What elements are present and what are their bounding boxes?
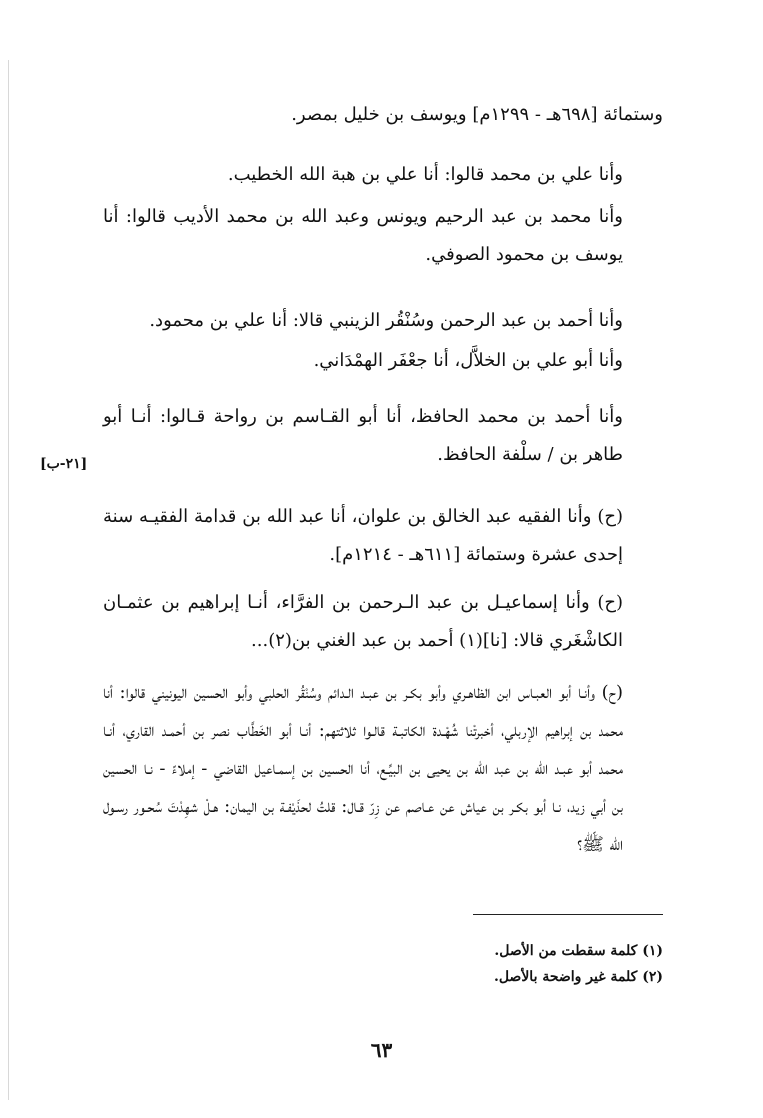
paragraph-ahmad-bin-abd-al-rahman: وأنا أحمد بن عبد الرحمن وسُنْقُر الزينبي قالا: أنا علي بن محمود.: [149, 310, 623, 331]
paragraph-ahmad-al-hafiz: وأنا أحمد بن محمد الحافظ، أنا أبو القـاسم بن رواحة قـالوا: أنـا أبو طاهر بن / سلْفة الحافظ.: [103, 406, 623, 465]
manuscript-folio-marker: [٢١-ب]: [40, 456, 88, 472]
paragraph-ali-bin-muhammad: وأنا علي بن محمد قالوا: أنا علي بن هبة الله الخطيب.: [227, 164, 623, 185]
paragraph-muhammad-bin-abd-al-rahim: وأنا محمد بن عبد الرحيم ويونس وعبد الله بن محمد الأديب قالوا: أنا يوسف بن محمود الصوفي.: [103, 206, 623, 265]
footnote-2: (٢) كلمة غير واضحة بالأصل.: [493, 969, 663, 985]
page-number: ٦٣: [370, 1038, 393, 1062]
footnote-1: (١) كلمة سقطت من الأصل.: [494, 943, 663, 959]
paragraph-continuation: وستمائة [٦٩٨هـ - ١٢٩٩م] ويوسف بن خليل بمصر.: [291, 104, 663, 125]
paragraph-ismail-bin-abd-al-rahman: (ح) وأنا إسماعيـل بن عبد الـرحمن بن الفرَّاء، أنـا إبراهيم بن عثمـان الكاشْغَري قالا: [نا](١) أحمد بن عبد الغني بن(٢)...: [103, 592, 623, 651]
paragraph-abd-al-khaliq: (ح) وأنا الفقيه عبد الخالق بن علوان، أنا عبد الله بن قدامة الفقيـه سنة إحدى عشرة وستمائة [٦١١هـ - ١٢١٤م].: [103, 506, 623, 565]
paragraph-abu-ali-al-khallal: وأنا أبو علي بن الخلاَّل، أنا جعْفَر الهمْدَاني.: [313, 350, 623, 371]
paragraph-abu-al-abbas: (ح) وأنـا أبو العبـاس ابن الظاهـري وأبو بكـر بن عبـد الـدائم وسُنْقُر الحلبي وأبو الحسين اليونيني قالوا: أنا محمد بن إبراهيم الإربلي، أخبرتْنا شُهْـدة الكاتبـة قالـوا ثلاثتهم: أنـا أبو الخَطَّاب نصر بن أحمـد القاري، أنـا محمد أبو عبـد الله بن عبد الله بن يحيى بن البيِّـع، أنا الحسين بن إسمـاعيل القاضي - إملاءً - نـا الحسين بن أبي زيد، نـا أبو بكـر بن عياش عن عـاصم عن زِرّ قـال: قلتُ لحذَيْفـة بن اليمان: هـلْ شهِدْتَ سُحـور رسـول الله ﷺ؟: [103, 682, 623, 855]
footnote-separator: [473, 914, 663, 915]
scan-edge-line: [8, 60, 9, 1100]
